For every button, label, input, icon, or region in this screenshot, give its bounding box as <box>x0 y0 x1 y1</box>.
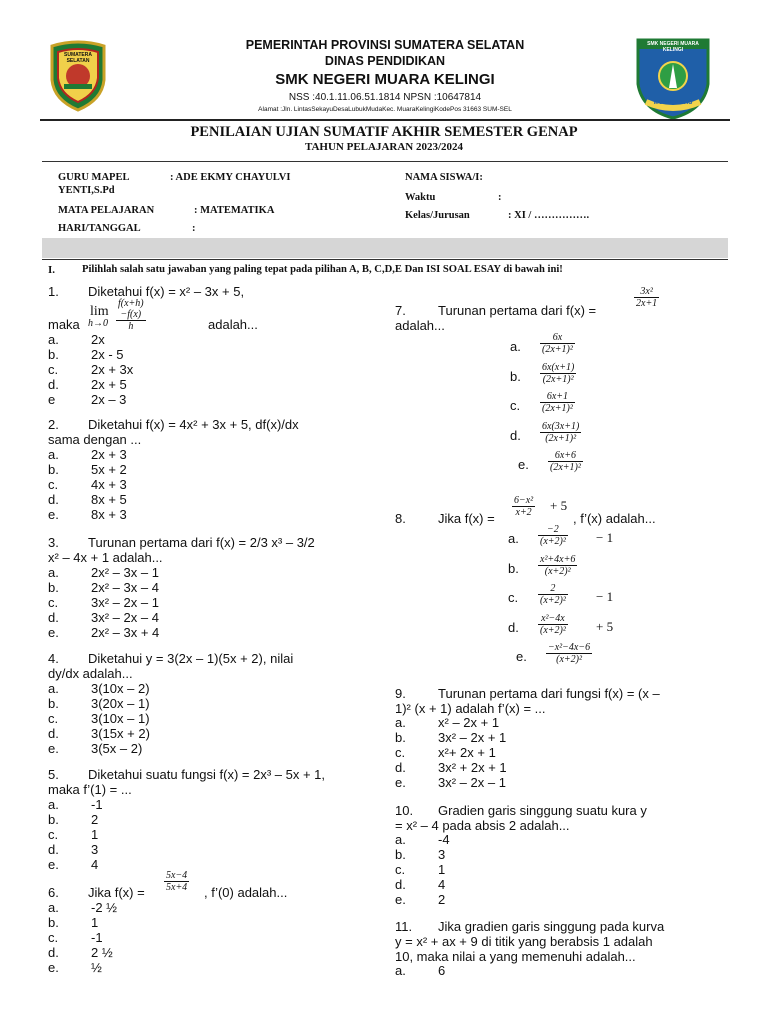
q5-option-1 <box>48 797 348 812</box>
option-text: 2x² – 3x – 1 <box>91 565 159 580</box>
q8-option-3 <box>508 583 708 611</box>
q10-option-1 <box>395 832 695 847</box>
q5-option-4 <box>48 842 348 857</box>
q2-text: Diketahui f(x) = 4x² + 3x + 5, df(x)/dx <box>88 417 299 432</box>
option-letter: e. <box>48 507 59 522</box>
option-letter: b. <box>395 847 406 862</box>
option-letter: b. <box>48 462 59 477</box>
option-numerator: 6x <box>540 332 575 344</box>
waktu-label: Waktu <box>405 192 436 203</box>
option-text: 3(20x – 1) <box>91 696 150 711</box>
q1-frac-numerator: f(x+h)−f(x) <box>118 298 144 320</box>
option-letter: e. <box>48 625 59 640</box>
mapel-value: : MATEMATIKA <box>194 205 275 216</box>
option-letter: d. <box>395 760 406 775</box>
q1-frac-denominator: h <box>128 321 134 332</box>
option-denominator: (x+2)² <box>540 595 566 606</box>
option-letter: c. <box>48 477 59 492</box>
option-letter: c. <box>395 862 406 877</box>
exam-year: TAHUN PELAJARAN 2023/2024 <box>304 141 464 153</box>
option-letter: b. <box>48 915 59 930</box>
q10-option-2 <box>395 847 695 862</box>
q8-plus: + 5 <box>550 498 568 513</box>
school-logo <box>632 36 714 120</box>
option-fraction <box>540 421 581 444</box>
option-letter: e. <box>48 741 59 756</box>
option-letter: d. <box>48 610 59 625</box>
q6-frac-numerator: 5x−4 <box>166 870 188 881</box>
option-numerator: x²+4x+6 <box>540 553 576 565</box>
option-denominator: (2x+1)² <box>550 462 581 473</box>
q1-number: 1. <box>48 284 59 299</box>
guru-label: GURU MAPEL <box>58 172 130 183</box>
q2-option-3 <box>48 477 348 492</box>
option-letter: a. <box>510 339 521 354</box>
q8-option-1 <box>508 524 708 552</box>
option-text: 6 <box>438 963 446 978</box>
q11-option-1 <box>395 963 695 978</box>
q9-option-1 <box>395 715 695 730</box>
option-letter: a. <box>395 963 406 978</box>
q6-option-1 <box>48 900 348 915</box>
option-letter: a. <box>48 681 59 696</box>
option-letter: b. <box>48 347 59 362</box>
option-text: 2x <box>91 332 105 347</box>
option-fraction <box>538 583 568 606</box>
option-numerator: x²−4x <box>538 613 568 625</box>
q5-option-3 <box>48 827 348 842</box>
q7-option-1 <box>510 332 710 360</box>
option-text: 3 <box>91 842 99 857</box>
option-letter: d. <box>510 427 521 443</box>
option-letter: a. <box>48 332 59 347</box>
school-logo-bottom-text: MUSI RAWAS <box>653 100 693 106</box>
q9-text-2: 1)² (x + 1) adalah f’(x) = ... <box>395 701 546 716</box>
provincial-logo <box>42 40 114 112</box>
q10-number: 10. <box>395 803 414 818</box>
kelas-value: : XI / ……………. <box>508 210 590 221</box>
option-text: 2x² – 3x + 4 <box>91 625 160 640</box>
q8-frac-numerator: 6−x² <box>514 495 534 506</box>
q8-option-2 <box>508 554 708 582</box>
option-text: 3x² + 2x + 1 <box>438 760 507 775</box>
header-divider <box>40 119 730 121</box>
q1-option-4 <box>48 377 348 392</box>
option-text: 1 <box>91 915 99 930</box>
option-denominator: (2x+1)² <box>542 344 573 355</box>
option-text: 3 <box>438 847 446 862</box>
option-letter: b. <box>48 580 59 595</box>
option-text: 8x + 3 <box>91 507 127 522</box>
gray-band <box>42 238 728 258</box>
option-letter: e. <box>395 892 406 907</box>
q1-post: adalah... <box>208 317 258 332</box>
option-letter: c. <box>395 745 406 760</box>
option-text: 3x² – 2x + 1 <box>438 730 507 745</box>
option-denominator: (x+2)² <box>540 536 566 547</box>
q5-text: Diketahui suatu fungsi f(x) = 2x³ – 5x + 1, <box>88 767 326 782</box>
q5-option-5 <box>48 857 348 872</box>
option-letter: e. <box>48 857 59 872</box>
option-text: 2x + 3x <box>91 362 134 377</box>
q1-option-5 <box>48 392 348 407</box>
q7-pre: Turunan pertama dari f(x) = <box>438 303 597 318</box>
q5-text-2: maka f’(1) = ... <box>48 782 132 797</box>
option-denominator: (x+2)² <box>544 565 571 577</box>
option-text: 3(15x + 2) <box>91 726 150 741</box>
option-text: 4 <box>438 877 446 892</box>
option-fraction <box>538 524 568 547</box>
instruction-text: Pilihlah salah satu jawaban yang paling tepat pada pilihan A, B, C,D,E Dan ISI SOAL ESAY di bawah ini! <box>82 264 563 275</box>
option-numerator: 6x(x+1) <box>542 361 575 373</box>
q2-text-2: sama dengan ... <box>48 432 142 447</box>
q2-number: 2. <box>48 417 59 432</box>
q3-option-1 <box>48 565 348 580</box>
q10-text-2: = x² – 4 pada absis 2 adalah... <box>395 818 570 833</box>
q1-pre: maka <box>48 317 80 332</box>
q3-option-4 <box>48 610 348 625</box>
q3-option-3 <box>48 595 348 610</box>
option-text: x²+ 2x + 1 <box>438 745 496 760</box>
q9-number: 9. <box>395 686 406 701</box>
q7-frac-denominator: 2x+1 <box>636 298 658 309</box>
option-text: 4 <box>91 857 99 872</box>
q7-text-2: adalah... <box>395 318 445 333</box>
option-text: -1 <box>91 797 103 812</box>
kelas-label: Kelas/Jurusan <box>405 210 470 221</box>
option-suffix: + 5 <box>596 618 614 634</box>
q3-option-2 <box>48 580 348 595</box>
option-denominator: (x+2)² <box>540 624 566 636</box>
q10-option-4 <box>395 877 695 892</box>
q7-number: 7. <box>395 303 406 318</box>
option-denominator: (x+2)² <box>556 654 582 665</box>
q6-number: 6. <box>48 885 59 900</box>
option-letter: a. <box>48 565 59 580</box>
option-text: 2x – 3 <box>91 392 127 407</box>
q8-frac-denominator: x+2 <box>515 507 532 518</box>
option-letter: e <box>48 392 56 407</box>
q9-option-4 <box>395 760 695 775</box>
q10-option-3 <box>395 862 695 877</box>
q1-option-1 <box>48 332 348 347</box>
header-line-1: PEMERINTAH PROVINSI SUMATERA SELATAN <box>245 38 525 52</box>
q4-text-2: dy/dx adalah... <box>48 666 133 681</box>
q3-text: Turunan pertama dari f(x) = 2/3 x³ – 3/2 <box>88 535 315 550</box>
option-letter: c. <box>48 362 59 377</box>
option-fraction <box>540 391 575 414</box>
q4-option-4 <box>48 726 348 741</box>
q8-option-4 <box>508 613 708 641</box>
option-suffix: − 1 <box>596 589 614 604</box>
q7-option-2 <box>510 362 710 390</box>
option-letter: c. <box>48 827 59 842</box>
option-letter: d. <box>508 619 519 635</box>
q8-fraction <box>512 495 535 518</box>
q6-post: , f’(0) adalah... <box>204 885 288 900</box>
option-fraction <box>546 642 592 665</box>
q1-option-2 <box>48 347 348 362</box>
option-letter: c. <box>508 590 519 605</box>
option-letter: d. <box>395 877 406 892</box>
option-letter: d. <box>48 842 59 857</box>
option-text: 1 <box>91 827 99 842</box>
option-suffix: − 1 <box>596 530 614 545</box>
q2-option-1 <box>48 447 348 462</box>
q4-option-3 <box>48 711 348 726</box>
option-text: 1 <box>438 862 446 877</box>
q11-text: Jika gradien garis singgung pada kurva <box>438 919 665 934</box>
option-fraction <box>540 362 576 385</box>
option-denominator: (2x+1)² <box>542 403 573 414</box>
option-letter: b. <box>48 812 59 827</box>
q7-option-5 <box>510 450 710 478</box>
q7-option-4 <box>510 421 710 449</box>
q4-number: 4. <box>48 651 59 666</box>
option-letter: e. <box>48 960 59 975</box>
hari-label: HARI/TANGGAL <box>58 223 141 234</box>
option-numerator: 2 <box>538 583 568 595</box>
school-nss: NSS :40.1.11.06.51.1814 NPSN :10647814 <box>288 92 482 103</box>
q7-option-3 <box>510 391 710 419</box>
instruction-number: I. <box>48 264 56 276</box>
q1-lim-sub: h→0 <box>88 318 108 329</box>
header-line-2: DINAS PENDIDIKAN <box>324 54 446 68</box>
option-letter: e. <box>518 457 529 472</box>
q10-text: Gradien garis singgung suatu kura y <box>438 803 647 818</box>
q1-fraction <box>116 298 146 332</box>
option-text: 3x² – 2x – 1 <box>438 775 506 790</box>
q10-option-5 <box>395 892 695 907</box>
option-letter: d. <box>48 726 59 741</box>
option-letter: b. <box>395 730 406 745</box>
hari-value: : <box>192 223 196 234</box>
mapel-label: MATA PELAJARAN <box>58 205 155 216</box>
q6-option-3 <box>48 930 348 945</box>
q7-fraction <box>634 286 659 309</box>
q2-option-5 <box>48 507 348 522</box>
nama-label: NAMA SISWA/I: <box>405 172 483 183</box>
option-letter: a. <box>395 715 406 730</box>
waktu-value: : <box>498 192 502 203</box>
option-letter: a. <box>48 447 59 462</box>
option-text: -2 ½ <box>91 900 118 915</box>
option-letter: c. <box>510 398 521 413</box>
q3-option-5 <box>48 625 348 640</box>
option-letter: b. <box>510 368 521 384</box>
q3-number: 3. <box>48 535 59 550</box>
option-text: 2 <box>438 892 446 907</box>
q5-number: 5. <box>48 767 59 782</box>
option-numerator: 6x+6 <box>548 450 583 462</box>
school-address: Alamat :Jln. LintasSekayuDesaLubukMudaKec. MuaraKelingiKodePos 31663 SUM-SEL <box>258 106 512 113</box>
option-letter: b. <box>48 696 59 711</box>
q1-option-3 <box>48 362 348 377</box>
option-letter: d. <box>48 945 59 960</box>
option-text: 4x + 3 <box>91 477 127 492</box>
option-text: 8x + 5 <box>91 492 127 507</box>
q9-text: Turunan pertama dari fungsi f(x) = (x – <box>438 686 660 701</box>
option-letter: a. <box>48 900 59 915</box>
q8-number: 8. <box>395 511 406 526</box>
option-text: 5x + 2 <box>91 462 127 477</box>
option-text: 3(10x – 1) <box>91 711 150 726</box>
q2-option-2 <box>48 462 348 477</box>
option-fraction <box>548 450 583 473</box>
option-text: -1 <box>91 930 103 945</box>
option-numerator: −2 <box>538 524 568 536</box>
q1-lim: lim <box>90 304 109 319</box>
q11-number: 11. <box>395 919 413 934</box>
q8-option-5 <box>508 642 708 670</box>
q8-post: , f’(x) adalah... <box>573 511 656 526</box>
q1-text: Diketahui f(x) = x² – 3x + 5, <box>88 284 245 299</box>
option-letter: a. <box>48 797 59 812</box>
option-fraction <box>540 332 575 355</box>
option-denominator: (2x+1)² <box>542 373 574 385</box>
q6-pre: Jika f(x) = <box>88 885 145 900</box>
q9-option-3 <box>395 745 695 760</box>
option-letter: a. <box>395 832 406 847</box>
q11-text-3: 10, maka nilai a yang memenuhi adalah... <box>395 949 636 964</box>
option-text: 2 ½ <box>91 945 113 960</box>
option-text: 3x² – 2x – 4 <box>91 610 159 625</box>
option-text: 2x - 5 <box>91 347 124 362</box>
option-letter: e. <box>516 649 527 664</box>
option-letter: d. <box>48 377 59 392</box>
guru-value-2: YENTI,S.Pd <box>58 185 115 196</box>
school-logo-top-text: SMK NEGERI MUARA KELINGI <box>647 41 699 53</box>
option-text: 2 <box>91 812 99 827</box>
q7-frac-numerator: 3x² <box>634 286 659 298</box>
option-text: 3x² – 2x – 1 <box>91 595 159 610</box>
school-name: SMK NEGERI MUARA KELINGI <box>275 71 495 88</box>
q6-frac-denominator: 5x+4 <box>166 882 188 893</box>
provincial-logo-text: SUMATERA SELATAN <box>64 52 92 64</box>
option-text: 2x + 5 <box>91 377 127 392</box>
guru-value: : ADE EKMY CHAYULVI <box>170 172 291 183</box>
option-text: x² – 2x + 1 <box>438 715 500 730</box>
option-letter: e. <box>395 775 406 790</box>
q6-fraction <box>164 870 189 893</box>
q9-option-5 <box>395 775 695 790</box>
q2-option-4 <box>48 492 348 507</box>
option-fraction <box>538 554 577 577</box>
option-fraction <box>538 613 568 636</box>
option-text: 2x² – 3x – 4 <box>91 580 159 595</box>
option-text: 3(5x – 2) <box>91 741 143 756</box>
option-letter: a. <box>508 531 519 546</box>
option-letter: c. <box>48 930 59 945</box>
option-text: ½ <box>91 960 102 975</box>
option-letter: b. <box>508 560 519 576</box>
option-denominator: (2x+1)² <box>545 432 577 444</box>
option-letter: c. <box>48 595 59 610</box>
option-numerator: 6x(3x+1) <box>542 420 580 432</box>
q6-option-2 <box>48 915 348 930</box>
q8-pre: Jika f(x) = <box>438 511 495 526</box>
option-numerator: −x²−4x−6 <box>548 642 591 653</box>
q3-text-2: x² – 4x + 1 adalah... <box>48 550 163 565</box>
option-text: 2x + 3 <box>91 447 127 462</box>
q4-option-1 <box>48 681 348 696</box>
q4-text: Diketahui y = 3(2x – 1)(5x + 2), nilai <box>88 651 294 666</box>
q4-option-5 <box>48 741 348 756</box>
q6-option-5 <box>48 960 348 975</box>
q4-option-2 <box>48 696 348 711</box>
option-text: -4 <box>438 832 450 847</box>
option-letter: d. <box>48 492 59 507</box>
q6-option-4 <box>48 945 348 960</box>
exam-title: PENILAIAN UJIAN SUMATIF AKHIR SEMESTER GENAP <box>190 124 578 140</box>
q11-text-2: y = x² + ax + 9 di titik yang berabsis 1 adalah <box>395 934 653 949</box>
q9-option-2 <box>395 730 695 745</box>
option-text: 3(10x – 2) <box>91 681 150 696</box>
q5-option-2 <box>48 812 348 827</box>
option-letter: c. <box>48 711 59 726</box>
option-numerator: 6x+1 <box>540 391 575 403</box>
